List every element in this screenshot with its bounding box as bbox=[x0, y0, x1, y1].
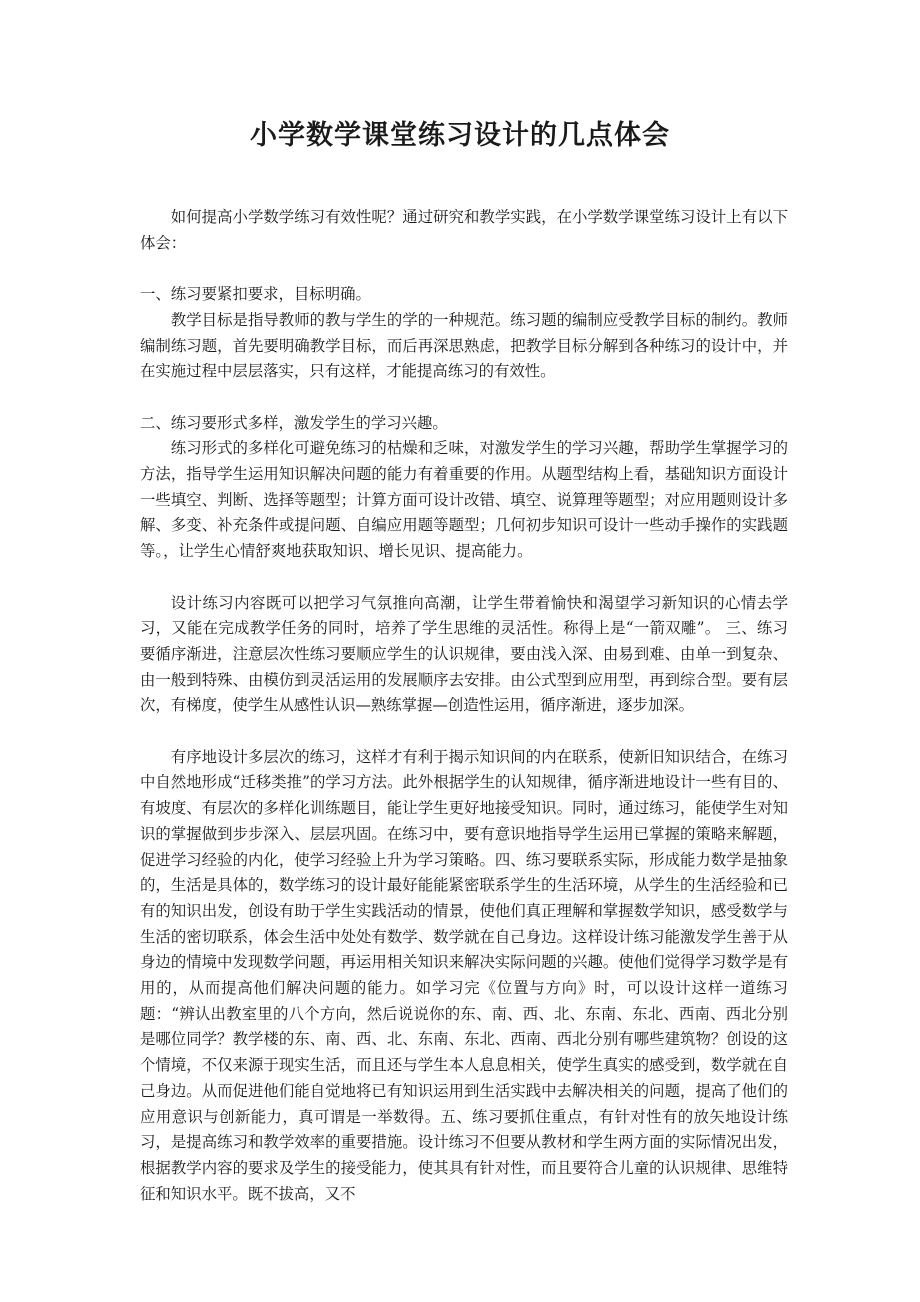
paragraph-gap bbox=[140, 719, 788, 745]
paragraph-3: 设计练习内容既可以把学习气氛推向高潮，让学生带着愉快和渴望学习新知识的心情去学习，又能在完成教学任务的同时，培养了学生思维的灵活性。称得上是“一箭双雕”。 三、练习要循序渐进，注意层次性练习要顺应学生的认识规律，要由浅入深、由易到难、由单一到复杂、由一般到特殊、由模仿到灵活运用的发展顺序去安排。由公式型到应用型，再到综合型。要有层次，有梯度，使学生从感性认识—熟练掌握—创造性运用，循序渐进，逐步加深。 bbox=[140, 593, 788, 715]
section-2-paragraph: 练习形式的多样化可避免练习的枯燥和乏味，对激发学生的学习兴趣，帮助学生掌握学习的方法，指导学生运用知识解决问题的能力有着重要的作用。从题型结构上看，基础知识方面设计一些填空、判断、选择等题型；计算方面可设计改错、填空、说算理等题型；对应用题则设计多解、多变、补充条件或提问题、自编应用题等题型；几何初步知识可设计一些动手操作的实践题等。，让学生心情舒爽地获取知识、增长见识、提高能力。 bbox=[140, 439, 788, 561]
intro-paragraph: 如何提高小学数学练习有效性呢？通过研究和教学实践，在小学数学课堂练习设计上有以下体会： bbox=[140, 208, 788, 252]
paragraph-gap bbox=[140, 385, 788, 411]
section-1-heading: 一、练习要紧扣要求，目标明确。 bbox=[140, 285, 371, 304]
section-1-paragraph: 教学目标是指导教师的教与学生的学的一种规范。练习题的编制应受教学目标的制约。教师编制练习题，首先要明确教学目标，而后再深思熟虑，把教学目标分解到各种练习的设计中，并在实施过程中层层落实，只有这样，才能提高练习的有效性。 bbox=[140, 310, 788, 381]
document-body bbox=[140, 205, 788, 1207]
document-title: 小学数学课堂练习设计的几点体会 bbox=[250, 120, 670, 151]
section-2-heading: 二、练习要形式多样，激发学生的学习兴趣。 bbox=[140, 413, 448, 432]
paragraph-gap bbox=[140, 256, 788, 282]
paragraph-gap bbox=[140, 565, 788, 591]
paragraph-4: 有序地设计多层次的练习，这样才有利于揭示知识间的内在联系，使新旧知识结合，在练习中自然地形成“迁移类推”的学习方法。此外根据学生的认知规律，循序渐进地设计一些有目的、有坡度、有层次的多样化训练题目，能让学生更好地接受知识。同时，通过练习，能使学生对知识的掌握做到步步深入、层层巩固。在练习中，要有意识地指导学生运用已掌握的策略来解题，促进学习经验的内化，使学习经验上升为学习策略。四、练习要联系实际，形成能力数学是抽象的，生活是具体的，数学练习的设计最好能能紧密联系学生的生活环境，从学生的生活经验和已有的知识出发，创设有助于学生实践活动的情景，使他们真正理解和掌握数学知识，感受数学与生活的密切联系，体会生活中处处有数学、数学就在自己身边。这样设计练习能激发学生善于从身边的情境中发现数学问题，再运用相关知识来解决实际问题的兴趣。使他们觉得学习数学是有用的，从而提高他们解决问题的能力。如学习完《位置与方向》时，可以设计这样一道练习题：“辨认出教室里的八个方向，然后说说你的东、南、西、北、东南、东北、西南、西北分别是哪位同学？教学楼的东、南、西、北、东南、东北、西南、西北分别有哪些建筑物？创设的这个情境，不仅来源于现实生活，而且还与学生本人息息相关，使学生真实的感受到，数学就在自己身边。从而促进他们能自觉地将已有知识运用到生活实践中去解决相关的问题，提高了他们的应用意识与创新能力，真可谓是一举数得。五、练习要抓住重点，有针对性有的放矢地设计练习，是提高练习和教学效率的重要措施。设计练习不但要从教材和学生两方面的实际情况出发，根据教学内容的要求及学生的接受能力，使其具有针对性，而且要符合儿童的认识规律、思维特征和知识水平。既不拔高，又不 bbox=[140, 747, 788, 1203]
